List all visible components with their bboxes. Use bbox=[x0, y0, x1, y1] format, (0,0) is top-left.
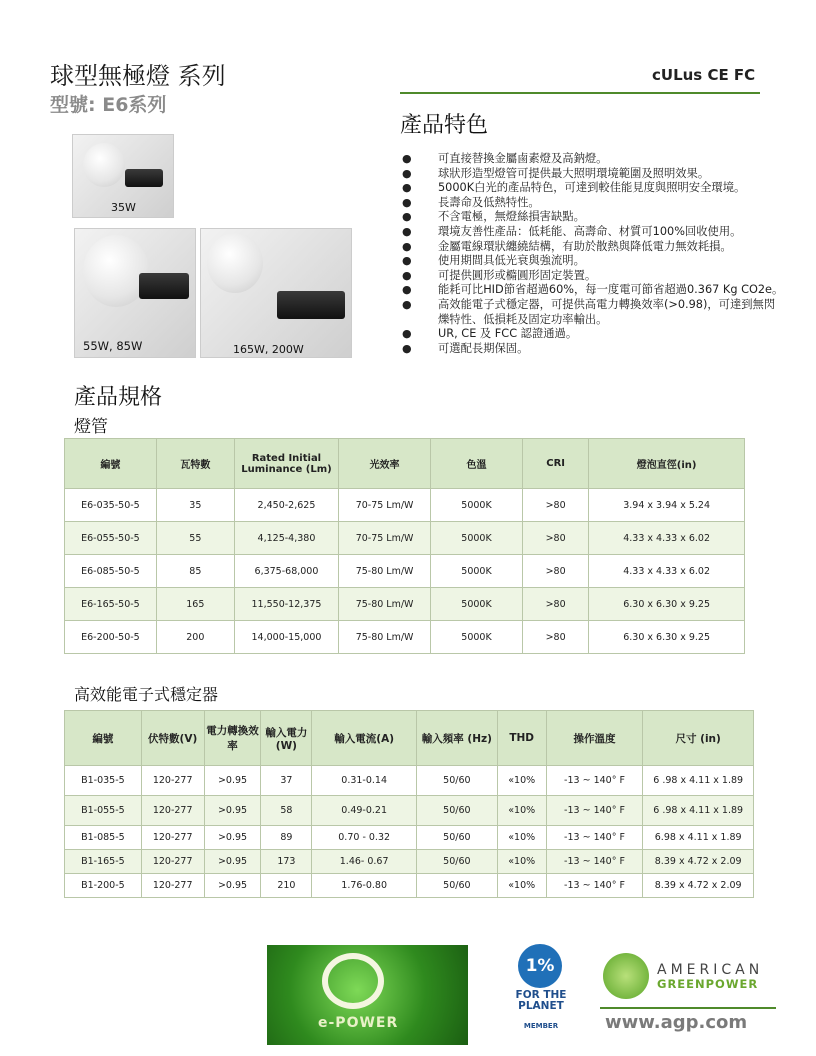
column-header: 伏特數(V) bbox=[141, 711, 204, 766]
feature-item bbox=[400, 225, 785, 240]
column-header: 編號 bbox=[65, 439, 157, 489]
lamp-spec-table bbox=[64, 438, 745, 654]
table-cell: 5000K bbox=[431, 621, 523, 654]
column-header: 燈泡直徑(in) bbox=[589, 439, 745, 489]
table-cell: 0.70 - 0.32 bbox=[312, 826, 417, 850]
table-cell: 50/60 bbox=[416, 766, 497, 796]
column-header: 尺寸 (in) bbox=[643, 711, 754, 766]
table-row bbox=[65, 621, 745, 654]
table-cell: 6,375-68,000 bbox=[234, 555, 338, 588]
table-cell: 70-75 Lm/W bbox=[339, 522, 431, 555]
feature-text: 可選配長期保固。 bbox=[438, 341, 529, 355]
certification-marks: cULus CE FC bbox=[652, 66, 756, 84]
table-cell: 55 bbox=[156, 522, 234, 555]
feature-item bbox=[400, 269, 785, 284]
table-cell: >0.95 bbox=[204, 874, 261, 898]
table-row bbox=[65, 588, 745, 621]
table-cell: >0.95 bbox=[204, 826, 261, 850]
table-cell: -13 ~ 140° F bbox=[546, 826, 643, 850]
ballast-image bbox=[277, 291, 345, 319]
for-the-planet-text: FOR THE PLANET bbox=[515, 989, 567, 1012]
table-cell: 50/60 bbox=[416, 796, 497, 826]
photo-caption: 35W bbox=[111, 201, 136, 214]
table-cell: 11,550-12,375 bbox=[234, 588, 338, 621]
column-header: 電力轉換效率 bbox=[204, 711, 261, 766]
bullet-icon: ● bbox=[402, 268, 412, 282]
table-cell: -13 ~ 140° F bbox=[546, 850, 643, 874]
feature-text: UR, CE 及 FCC 認證通過。 bbox=[438, 327, 578, 341]
table-cell: >0.95 bbox=[204, 766, 261, 796]
table-cell: «10% bbox=[497, 826, 546, 850]
table-cell: 8.39 x 4.72 x 2.09 bbox=[643, 850, 754, 874]
table-cell: 200 bbox=[156, 621, 234, 654]
table-cell: 5000K bbox=[431, 522, 523, 555]
ring-lamp-icon bbox=[322, 953, 384, 1009]
bullet-icon: ● bbox=[402, 254, 412, 268]
table-cell: 6 .98 x 4.11 x 1.89 bbox=[643, 796, 754, 826]
epower-logo-text: e-POWER bbox=[318, 1015, 399, 1031]
table-cell: 1.76-0.80 bbox=[312, 874, 417, 898]
table-cell: >80 bbox=[523, 555, 589, 588]
bullet-icon: ● bbox=[402, 166, 412, 180]
feature-item bbox=[400, 254, 785, 269]
product-photo-165-200w bbox=[200, 228, 352, 358]
table-cell: 6.98 x 4.11 x 1.89 bbox=[643, 826, 754, 850]
feature-item bbox=[400, 283, 785, 298]
feature-item bbox=[400, 167, 785, 182]
table-cell: E6-035-50-5 bbox=[65, 489, 157, 522]
table-cell: 37 bbox=[261, 766, 312, 796]
table-cell: 173 bbox=[261, 850, 312, 874]
table-cell: 50/60 bbox=[416, 850, 497, 874]
bullet-icon: ● bbox=[402, 239, 412, 253]
table-cell: B1-165-5 bbox=[65, 850, 142, 874]
column-header: 光效率 bbox=[339, 439, 431, 489]
table-cell: 6.30 x 6.30 x 9.25 bbox=[589, 588, 745, 621]
feature-text: 可提供圓形或橢圓形固定裝置。 bbox=[438, 268, 597, 282]
feature-text: 使用期間具低光衰與強流明。 bbox=[438, 254, 585, 268]
photo-caption: 55W, 85W bbox=[83, 339, 143, 353]
bullet-icon: ● bbox=[402, 152, 412, 165]
feature-item bbox=[400, 327, 785, 342]
table-cell: 0.49-0.21 bbox=[312, 796, 417, 826]
feature-item bbox=[400, 298, 785, 327]
feature-text: 金屬電線環狀纏繞結構，有助於散熱與降低電力無效耗損。 bbox=[438, 239, 732, 253]
agp-swirl-icon bbox=[603, 953, 649, 999]
header-divider bbox=[400, 92, 760, 94]
table-cell: E6-165-50-5 bbox=[65, 588, 157, 621]
table-cell: 50/60 bbox=[416, 826, 497, 850]
bullet-icon: ● bbox=[402, 341, 412, 355]
table-row bbox=[65, 826, 754, 850]
agp-name-bottom: GREENPOWER bbox=[657, 977, 759, 991]
table-cell: 120-277 bbox=[141, 796, 204, 826]
table-cell: 120-277 bbox=[141, 874, 204, 898]
bullet-icon: ● bbox=[402, 283, 412, 297]
table-cell: 6 .98 x 4.11 x 1.89 bbox=[643, 766, 754, 796]
table-cell: 6.30 x 6.30 x 9.25 bbox=[589, 621, 745, 654]
table-cell: E6-055-50-5 bbox=[65, 522, 157, 555]
table-cell: >80 bbox=[523, 621, 589, 654]
table-cell: 5000K bbox=[431, 588, 523, 621]
table-cell: 4.33 x 4.33 x 6.02 bbox=[589, 555, 745, 588]
column-header: Rated Initial Luminance (Lm) bbox=[234, 439, 338, 489]
table-cell: 50/60 bbox=[416, 874, 497, 898]
page-title: 球型無極燈 系列 bbox=[50, 62, 226, 90]
agp-name-top: AMERICAN bbox=[657, 962, 764, 978]
column-header: 輸入頻率 (Hz) bbox=[416, 711, 497, 766]
bullet-icon: ● bbox=[402, 195, 412, 209]
table-cell: 8.39 x 4.72 x 2.09 bbox=[643, 874, 754, 898]
bulb-image bbox=[83, 143, 125, 187]
feature-item bbox=[400, 342, 785, 357]
table-cell: 75-80 Lm/W bbox=[339, 555, 431, 588]
feature-text: 可直接替換金屬鹵素燈及高鈉燈。 bbox=[438, 152, 608, 165]
column-header: 瓦特數 bbox=[156, 439, 234, 489]
bullet-icon: ● bbox=[402, 210, 412, 224]
table-row bbox=[65, 522, 745, 555]
agp-website-link[interactable]: www.agp.com bbox=[605, 1012, 748, 1033]
table-cell: 210 bbox=[261, 874, 312, 898]
table-cell: 120-277 bbox=[141, 826, 204, 850]
feature-text: 長壽命及低熱特性。 bbox=[438, 195, 540, 209]
table-cell: B1-055-5 bbox=[65, 796, 142, 826]
one-percent-icon: 1% bbox=[518, 944, 562, 988]
table-row bbox=[65, 766, 754, 796]
ballast-spec-table bbox=[64, 710, 754, 898]
table-cell: 58 bbox=[261, 796, 312, 826]
bullet-icon: ● bbox=[402, 224, 412, 238]
table-cell: «10% bbox=[497, 850, 546, 874]
table-row bbox=[65, 850, 754, 874]
feature-text: 不含電極，無燈絲損害缺點。 bbox=[438, 210, 585, 224]
table-row bbox=[65, 796, 754, 826]
table-cell: -13 ~ 140° F bbox=[546, 766, 643, 796]
table-cell: 1.46- 0.67 bbox=[312, 850, 417, 874]
feature-text: 高效能電子式穩定器，可提供高電力轉換效率(>0.98)，可達到無閃爍特性、低損耗及固定功率輸出。 bbox=[438, 297, 776, 326]
feature-item bbox=[400, 181, 785, 196]
table-cell: «10% bbox=[497, 796, 546, 826]
product-photo-55-85w bbox=[74, 228, 196, 358]
feature-text: 球狀形造型燈管可提供最大照明環境範圍及照明效果。 bbox=[438, 166, 710, 180]
table-cell: 3.94 x 3.94 x 5.24 bbox=[589, 489, 745, 522]
ballast-heading: 高效能電子式穩定器 bbox=[74, 685, 219, 704]
table-cell: 120-277 bbox=[141, 850, 204, 874]
column-header: 操作溫度 bbox=[546, 711, 643, 766]
feature-item bbox=[400, 196, 785, 211]
table-cell: >80 bbox=[523, 489, 589, 522]
ftp-member-text: MEMBER bbox=[523, 1022, 559, 1030]
table-cell: 0.31-0.14 bbox=[312, 766, 417, 796]
bullet-icon: ● bbox=[402, 181, 412, 195]
table-cell: E6-200-50-5 bbox=[65, 621, 157, 654]
table-cell: 85 bbox=[156, 555, 234, 588]
table-cell: -13 ~ 140° F bbox=[546, 874, 643, 898]
table-cell: -13 ~ 140° F bbox=[546, 796, 643, 826]
agp-divider bbox=[600, 1007, 776, 1009]
table-cell: E6-085-50-5 bbox=[65, 555, 157, 588]
ballast-image bbox=[139, 273, 189, 299]
specs-heading: 產品規格 bbox=[74, 385, 163, 410]
table-cell: 2,450-2,625 bbox=[234, 489, 338, 522]
model-subtitle: 型號: E6系列 bbox=[50, 94, 167, 116]
product-photo-35w bbox=[72, 134, 174, 218]
table-cell: >80 bbox=[523, 522, 589, 555]
bullet-icon: ● bbox=[402, 327, 412, 341]
table-cell: >0.95 bbox=[204, 796, 261, 826]
feature-text: 環境友善性產品：低耗能、高壽命、材質可100%回收使用。 bbox=[438, 224, 742, 238]
table-cell: B1-085-5 bbox=[65, 826, 142, 850]
table-cell: «10% bbox=[497, 874, 546, 898]
lamp-heading: 燈管 bbox=[74, 417, 108, 437]
table-cell: 75-80 Lm/W bbox=[339, 588, 431, 621]
column-header: 輸入電流(A) bbox=[312, 711, 417, 766]
table-header-row bbox=[65, 439, 745, 489]
table-cell: 4,125-4,380 bbox=[234, 522, 338, 555]
features-list bbox=[400, 152, 785, 356]
feature-text: 能耗可比HID節省超過60%，每一度電可節省超過0.367 Kg CO2e。 bbox=[438, 283, 784, 297]
table-cell: 70-75 Lm/W bbox=[339, 489, 431, 522]
table-header-row bbox=[65, 711, 754, 766]
column-header: 輸入電力(W) bbox=[261, 711, 312, 766]
column-header: CRI bbox=[523, 439, 589, 489]
column-header: 編號 bbox=[65, 711, 142, 766]
feature-item bbox=[400, 152, 785, 167]
table-cell: 165 bbox=[156, 588, 234, 621]
table-cell: 4.33 x 4.33 x 6.02 bbox=[589, 522, 745, 555]
bulb-image bbox=[207, 233, 263, 293]
table-row bbox=[65, 874, 754, 898]
feature-text: 5000K白光的產品特色，可達到較佳能見度與照明安全環境。 bbox=[438, 181, 746, 195]
table-cell: >80 bbox=[523, 588, 589, 621]
column-header: THD bbox=[497, 711, 546, 766]
bullet-icon: ● bbox=[402, 297, 412, 311]
table-cell: 5000K bbox=[431, 555, 523, 588]
table-cell: B1-035-5 bbox=[65, 766, 142, 796]
table-cell: 89 bbox=[261, 826, 312, 850]
table-cell: 14,000-15,000 bbox=[234, 621, 338, 654]
table-cell: 5000K bbox=[431, 489, 523, 522]
feature-item bbox=[400, 240, 785, 255]
table-row bbox=[65, 555, 745, 588]
table-cell: B1-200-5 bbox=[65, 874, 142, 898]
table-cell: >0.95 bbox=[204, 850, 261, 874]
column-header: 色溫 bbox=[431, 439, 523, 489]
table-cell: 35 bbox=[156, 489, 234, 522]
features-heading: 產品特色 bbox=[400, 113, 489, 138]
table-cell: «10% bbox=[497, 766, 546, 796]
ballast-image bbox=[125, 169, 163, 187]
table-row bbox=[65, 489, 745, 522]
table-cell: 120-277 bbox=[141, 766, 204, 796]
photo-caption: 165W, 200W bbox=[233, 343, 304, 356]
table-cell: 75-80 Lm/W bbox=[339, 621, 431, 654]
feature-item bbox=[400, 210, 785, 225]
